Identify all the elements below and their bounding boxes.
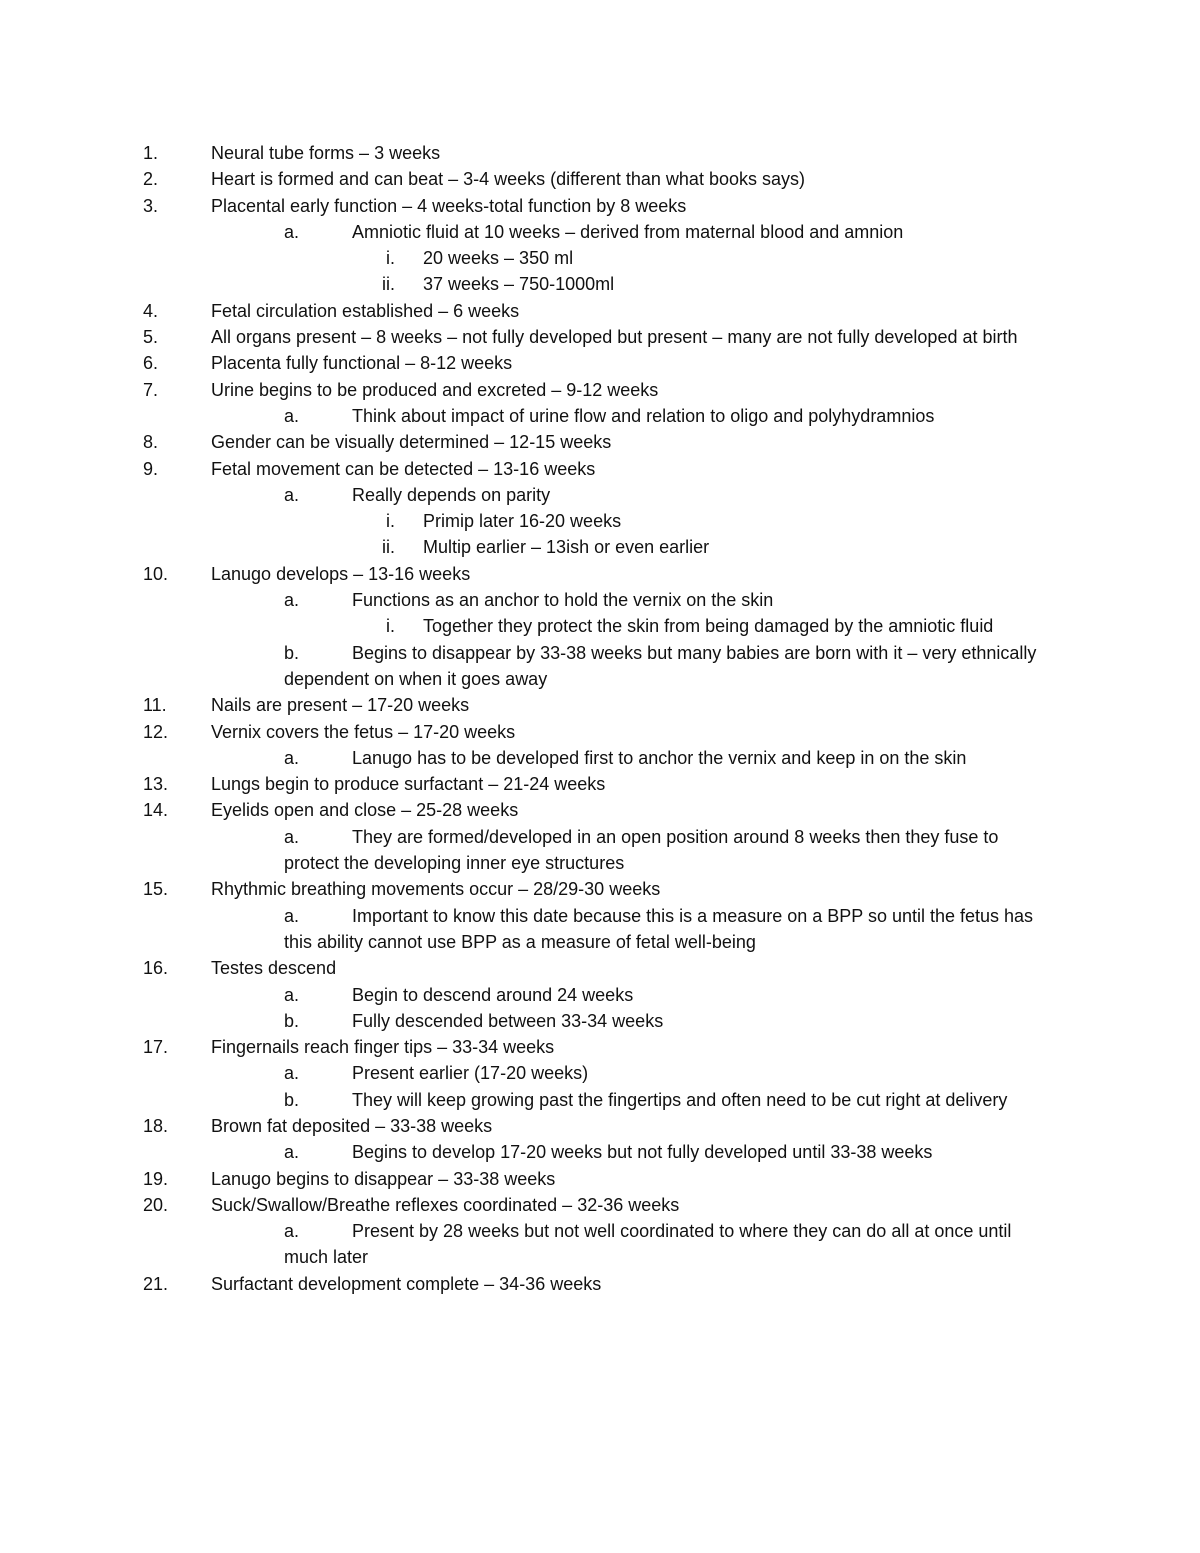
sub-item-letter: a. [284, 1221, 300, 1242]
list-item [0, 797, 1200, 823]
sub-item-letter: a. [284, 826, 300, 847]
sub-sub-item-text: 20 weeks – 350 ml [423, 248, 574, 269]
sub-item-text: Begins to disappear by 33-38 weeks but many babies are born with it – very ethnically dependent on when it goes away [284, 642, 1037, 689]
item-text: Fetal movement can be detected – 13-16 weeks [211, 458, 596, 479]
list-item [0, 350, 1200, 376]
item-number: 4. [143, 300, 159, 321]
item-number: 19. [143, 1168, 169, 1189]
list-item [0, 1271, 1200, 1297]
item-text: Placenta fully functional – 8-12 weeks [211, 353, 513, 374]
sub-item-text: Begin to descend around 24 weeks [352, 984, 634, 1005]
item-text: Brown fat deposited – 33-38 weeks [211, 1115, 493, 1136]
sub-item-letter: a. [284, 484, 300, 505]
sub-item [0, 745, 1200, 771]
sub-item-text: Think about impact of urine flow and relation to oligo and polyhydramnios [352, 405, 935, 426]
sub-item-text: They will keep growing past the fingertips and often need to be cut right at delivery [352, 1089, 1008, 1110]
item-number: 5. [143, 327, 159, 348]
sub-item-text: Present earlier (17-20 weeks) [352, 1063, 589, 1084]
sub-item-letter: a. [284, 984, 300, 1005]
item-text: Vernix covers the fetus – 17-20 weeks [211, 721, 516, 742]
item-number: 7. [143, 379, 159, 400]
item-text: Heart is formed and can beat – 3-4 weeks (different than what books says) [211, 169, 805, 190]
sub-sub-item-numeral: ii. [382, 537, 395, 558]
list-item [0, 771, 1200, 797]
sub-item [0, 1218, 1200, 1271]
sub-item-letter: a. [284, 747, 300, 768]
sub-sub-item-text: Primip later 16-20 weeks [423, 511, 622, 532]
list-item [0, 456, 1200, 482]
sub-item-text: Important to know this date because this is a measure on a BPP so until the fetus has this ability cannot use BPP as a measure of fetal well-being [284, 905, 1034, 952]
sub-item [0, 982, 1200, 1008]
sub-item-text: Really depends on parity [352, 484, 551, 505]
list-item [0, 166, 1200, 192]
sub-item-letter: a. [284, 1063, 300, 1084]
sub-item [0, 640, 1200, 693]
list-item [0, 561, 1200, 587]
list-item [0, 324, 1200, 350]
sub-sub-item [0, 245, 1200, 271]
item-text: All organs present – 8 weeks – not fully developed but present – many are not fully developed at birth [211, 327, 1018, 348]
sub-item [0, 1139, 1200, 1165]
sub-item-letter: b. [284, 1010, 300, 1031]
list-item [0, 429, 1200, 455]
sub-item [0, 1060, 1200, 1086]
sub-sub-item-numeral: i. [386, 248, 395, 269]
list-item [0, 955, 1200, 981]
sub-item [0, 219, 1200, 245]
item-text: Rhythmic breathing movements occur – 28/29-30 weeks [211, 879, 661, 900]
sub-item-letter: a. [284, 1142, 300, 1163]
sub-sub-item [0, 508, 1200, 534]
item-text: Eyelids open and close – 25-28 weeks [211, 800, 519, 821]
item-text: Testes descend [211, 958, 337, 979]
item-number: 14. [143, 800, 169, 821]
item-text: Suck/Swallow/Breathe reflexes coordinated – 32-36 weeks [211, 1194, 680, 1215]
sub-sub-item [0, 613, 1200, 639]
sub-sub-item-numeral: i. [386, 511, 395, 532]
sub-item [0, 824, 1200, 877]
item-number: 8. [143, 432, 159, 453]
item-text: Fingernails reach finger tips – 33-34 weeks [211, 1037, 555, 1058]
item-number: 16. [143, 958, 169, 979]
sub-sub-item-text: Together they protect the skin from being damaged by the amniotic fluid [423, 616, 994, 637]
sub-sub-item-numeral: i. [386, 616, 395, 637]
sub-item [0, 482, 1200, 508]
item-number: 17. [143, 1037, 169, 1058]
sub-item [0, 903, 1200, 956]
sub-sub-item [0, 271, 1200, 297]
list-item [0, 1113, 1200, 1139]
item-text: Surfactant development complete – 34-36 weeks [211, 1273, 602, 1294]
sub-sub-item-text: 37 weeks – 750-1000ml [423, 274, 615, 295]
sub-item-letter: a. [284, 221, 300, 242]
item-number: 21. [143, 1273, 169, 1294]
list-item [0, 298, 1200, 324]
sub-item-letter: a. [284, 590, 300, 611]
sub-sub-item-numeral: ii. [382, 274, 395, 295]
item-text: Lanugo develops – 13-16 weeks [211, 563, 471, 584]
list-item [0, 1166, 1200, 1192]
sub-item-letter: b. [284, 1089, 300, 1110]
item-text: Neural tube forms – 3 weeks [211, 143, 441, 163]
document-page [0, 140, 1200, 1297]
item-number: 1. [143, 143, 159, 163]
sub-item [0, 403, 1200, 429]
sub-sub-item [0, 534, 1200, 560]
item-number: 18. [143, 1115, 169, 1136]
list-item [0, 692, 1200, 718]
item-number: 10. [143, 563, 169, 584]
item-number: 12. [143, 721, 169, 742]
item-number: 20. [143, 1194, 169, 1215]
sub-item-text: Fully descended between 33-34 weeks [352, 1010, 664, 1031]
list-item [0, 1034, 1200, 1060]
sub-item-text: They are formed/developed in an open position around 8 weeks then they fuse to protect the developing inner eye structures [284, 826, 999, 874]
item-number: 2. [143, 169, 159, 190]
list-item [0, 719, 1200, 745]
item-number: 11. [143, 695, 167, 716]
sub-item-text: Lanugo has to be developed first to anchor the vernix and keep in on the skin [352, 747, 967, 768]
item-text: Urine begins to be produced and excreted – 9-12 weeks [211, 379, 659, 400]
sub-sub-item-text: Multip earlier – 13ish or even earlier [423, 537, 710, 558]
sub-item [0, 1087, 1200, 1113]
sub-item-text: Amniotic fluid at 10 weeks – derived from maternal blood and amnion [352, 221, 904, 242]
sub-item-text: Present by 28 weeks but not well coordinated to where they can do all at once until much later [284, 1221, 1012, 1268]
sub-item-letter: b. [284, 642, 300, 663]
item-number: 6. [143, 353, 159, 374]
item-text: Lungs begin to produce surfactant – 21-24 weeks [211, 774, 606, 795]
item-text: Nails are present – 17-20 weeks [211, 695, 470, 716]
sub-item-letter: a. [284, 405, 300, 426]
item-number: 3. [143, 195, 159, 216]
list-item [0, 140, 1200, 166]
sub-item [0, 1008, 1200, 1034]
list-item [0, 193, 1200, 219]
item-text: Lanugo begins to disappear – 33-38 weeks [211, 1168, 556, 1189]
item-text: Gender can be visually determined – 12-15 weeks [211, 432, 612, 453]
sub-item-text: Begins to develop 17-20 weeks but not fully developed until 33-38 weeks [352, 1142, 933, 1163]
list-item [0, 377, 1200, 403]
item-number: 15. [143, 879, 169, 900]
item-text: Placental early function – 4 weeks-total function by 8 weeks [211, 195, 687, 216]
sub-item [0, 587, 1200, 613]
sub-item-letter: a. [284, 905, 300, 926]
item-number: 9. [143, 458, 159, 479]
list-item [0, 876, 1200, 902]
sub-item-text: Functions as an anchor to hold the vernix on the skin [352, 590, 774, 611]
list-item [0, 1192, 1200, 1218]
item-text: Fetal circulation established – 6 weeks [211, 300, 520, 321]
item-number: 13. [143, 774, 169, 795]
